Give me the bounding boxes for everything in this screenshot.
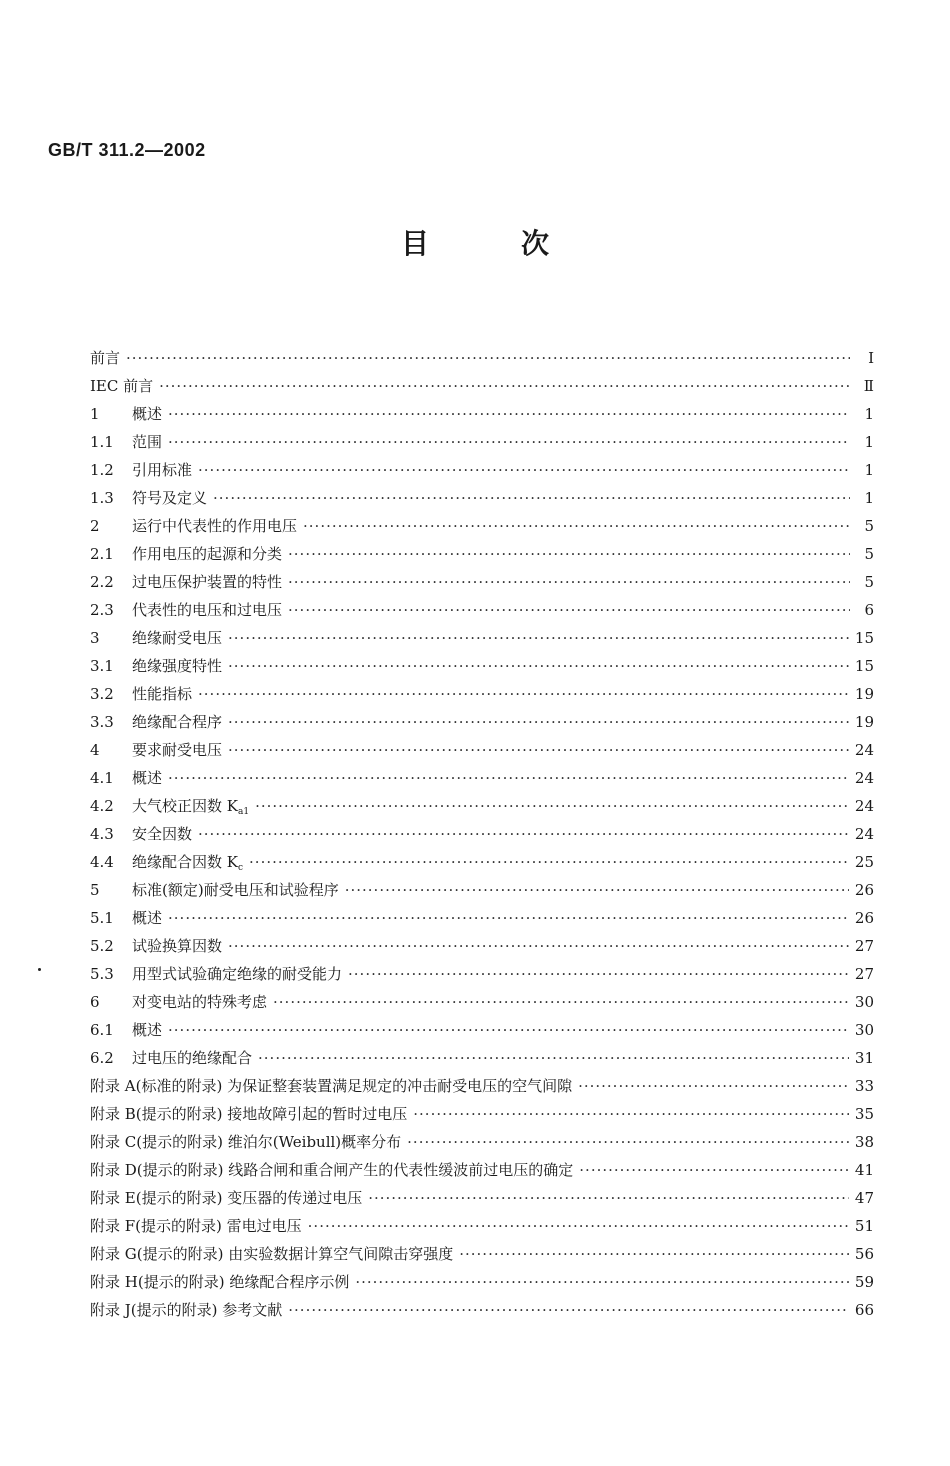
toc-entry-title — [90, 372, 153, 400]
toc-entry-text: 概述 — [132, 1021, 163, 1039]
toc-leader-dots — [168, 428, 850, 456]
toc-leader-dots — [228, 708, 849, 736]
toc-entry-title — [90, 1156, 573, 1184]
toc-leader-dots — [288, 540, 850, 568]
toc-entry[interactable] — [90, 1100, 874, 1128]
toc-entry[interactable] — [90, 960, 874, 988]
toc-entry-number: 2.1 — [90, 545, 114, 563]
toc-entry-number: 4.2 — [90, 797, 114, 815]
toc-entry-text: 运行中代表性的作用电压 — [132, 517, 298, 535]
toc-entry[interactable] — [90, 1212, 874, 1240]
toc-entry[interactable] — [90, 1184, 874, 1212]
toc-entry-page: 59 — [854, 1273, 874, 1291]
toc-entry-page: 26 — [854, 881, 874, 899]
table-of-contents — [90, 344, 874, 1324]
toc-entry-title — [90, 652, 222, 680]
toc-entry-number: 5.3 — [90, 965, 114, 983]
toc-entry[interactable] — [90, 988, 874, 1016]
toc-entry-text: 附录 D(提示的附录) 线路合闸和重合闸产生的代表性缓波前过电压的确定 — [90, 1161, 574, 1179]
toc-entry-page: 27 — [854, 937, 874, 955]
toc-entry-title — [90, 1296, 282, 1324]
toc-entry-page: 1 — [864, 433, 874, 451]
toc-leader-dots — [459, 1240, 849, 1268]
toc-entry-page: 6 — [864, 601, 874, 619]
toc-entry[interactable] — [90, 1296, 874, 1324]
toc-entry-number: 5 — [90, 881, 100, 899]
toc-entry[interactable] — [90, 680, 874, 708]
toc-leader-dots — [198, 820, 849, 848]
toc-entry[interactable] — [90, 568, 874, 596]
toc-entry-text: 过电压的绝缘配合 — [132, 1049, 253, 1067]
toc-entry[interactable] — [90, 876, 874, 904]
toc-entry-text: 概述 — [132, 405, 163, 423]
toc-leader-dots — [578, 1072, 849, 1100]
toc-entry-title — [90, 932, 222, 960]
toc-entry[interactable] — [90, 932, 874, 960]
toc-entry-title — [90, 680, 192, 708]
toc-entry[interactable] — [90, 1156, 874, 1184]
scan-speck — [38, 968, 41, 971]
toc-leader-dots — [303, 512, 850, 540]
toc-entry-text: 绝缘配合因数 K — [132, 853, 238, 871]
toc-entry-title — [90, 960, 342, 988]
toc-entry-number: 2 — [90, 517, 100, 535]
toc-entry-title — [90, 1100, 407, 1128]
toc-leader-dots — [258, 1044, 849, 1072]
toc-entry-page: 5 — [864, 545, 874, 563]
toc-leader-dots — [213, 484, 850, 512]
toc-entry-page: 24 — [854, 825, 874, 843]
toc-entry-title — [90, 988, 267, 1016]
toc-leader-dots — [407, 1128, 849, 1156]
toc-entry-number: 4 — [90, 741, 100, 759]
toc-entry-text: 附录 E(提示的附录) 变压器的传递过电压 — [90, 1189, 363, 1207]
toc-entry[interactable] — [90, 848, 874, 876]
toc-leader-dots — [345, 876, 849, 904]
toc-entry-number: 4.3 — [90, 825, 114, 843]
toc-entry-number: 3.2 — [90, 685, 114, 703]
toc-entry-text: 绝缘耐受电压 — [132, 629, 223, 647]
toc-leader-dots — [368, 1184, 849, 1212]
standard-code: GB/T 311.2—2002 — [48, 140, 206, 160]
toc-entry-title — [90, 736, 222, 764]
toc-entry-page: 5 — [864, 573, 874, 591]
toc-entry-text: 范围 — [132, 433, 163, 451]
toc-entry[interactable] — [90, 540, 874, 568]
toc-entry-title — [90, 540, 282, 568]
toc-entry-page: 19 — [854, 685, 874, 703]
toc-title — [0, 222, 950, 262]
toc-leader-dots — [168, 764, 849, 792]
toc-leader-dots — [288, 596, 850, 624]
toc-entry-page: 24 — [854, 741, 874, 759]
toc-entry-text: 前言 — [90, 349, 121, 367]
toc-entry[interactable] — [90, 456, 874, 484]
toc-title-char: 目 — [400, 227, 429, 260]
toc-leader-dots — [168, 1016, 849, 1044]
toc-entry[interactable] — [90, 820, 874, 848]
toc-entry[interactable] — [90, 652, 874, 680]
toc-entry[interactable] — [90, 484, 874, 512]
toc-entry-page: 30 — [854, 993, 874, 1011]
toc-entry-page: 1 — [864, 461, 874, 479]
toc-entry-title — [90, 344, 120, 372]
toc-leader-dots — [168, 904, 849, 932]
toc-entry-title — [90, 1212, 302, 1240]
toc-entry-page: 24 — [854, 797, 874, 815]
toc-leader-dots — [159, 372, 850, 400]
toc-entry-title — [90, 1268, 349, 1296]
toc-entry-title — [90, 1072, 572, 1100]
toc-leader-dots — [288, 568, 850, 596]
toc-leader-dots — [273, 988, 849, 1016]
toc-entry-text: 绝缘强度特性 — [132, 657, 223, 675]
toc-entry-text: 试验换算因数 — [132, 937, 223, 955]
toc-entry[interactable] — [90, 792, 874, 820]
toc-entry-number: 3.3 — [90, 713, 114, 731]
toc-entry[interactable] — [90, 372, 874, 400]
toc-entry-page: 25 — [854, 853, 874, 871]
toc-leader-dots — [579, 1156, 849, 1184]
toc-entry-title — [90, 400, 162, 428]
toc-entry-page: 31 — [854, 1049, 874, 1067]
toc-entry-number: 1.2 — [90, 461, 114, 479]
toc-entry-title — [90, 596, 282, 624]
toc-entry[interactable] — [90, 428, 874, 456]
toc-entry[interactable] — [90, 1128, 874, 1156]
toc-leader-dots — [413, 1100, 849, 1128]
toc-entry-page: 5 — [864, 517, 874, 535]
toc-entry-text: 附录 F(提示的附录) 雷电过电压 — [90, 1217, 302, 1235]
toc-entry-title — [90, 456, 192, 484]
toc-entry-text: 附录 B(提示的附录) 接地故障引起的暂时过电压 — [90, 1105, 408, 1123]
toc-entry-title — [90, 1184, 362, 1212]
toc-entry-number: 5.1 — [90, 909, 114, 927]
toc-leader-dots — [348, 960, 849, 988]
toc-leader-dots — [228, 932, 849, 960]
toc-entry[interactable] — [90, 596, 874, 624]
toc-entry-page: Ⅱ — [863, 377, 874, 395]
toc-leader-dots — [308, 1212, 849, 1240]
toc-entry-number: 2.3 — [90, 601, 114, 619]
toc-leader-dots — [198, 680, 849, 708]
toc-leader-dots — [228, 736, 849, 764]
toc-entry-number: 5.2 — [90, 937, 114, 955]
toc-entry-text: 符号及定义 — [132, 489, 208, 507]
toc-entry-number: 1 — [90, 405, 100, 423]
toc-entry[interactable] — [90, 1044, 874, 1072]
toc-entry[interactable] — [90, 1072, 874, 1100]
toc-entry[interactable] — [90, 1268, 874, 1296]
toc-leader-dots — [288, 1296, 849, 1324]
toc-entry-text: 作用电压的起源和分类 — [132, 545, 283, 563]
toc-entry-title — [90, 1044, 252, 1072]
toc-entry-page: 35 — [854, 1105, 874, 1123]
toc-entry-number: 3 — [90, 629, 100, 647]
toc-entry-title — [90, 512, 297, 540]
toc-entry-page: 66 — [854, 1301, 874, 1319]
toc-entry-page: 51 — [854, 1217, 874, 1235]
toc-entry[interactable] — [90, 1240, 874, 1268]
toc-entry-page: 24 — [854, 769, 874, 787]
toc-leader-dots — [355, 1268, 849, 1296]
toc-entry-title — [90, 904, 162, 932]
toc-entry-text: 要求耐受电压 — [132, 741, 223, 759]
toc-entry-title — [90, 820, 192, 848]
toc-entry-title — [90, 708, 222, 736]
toc-leader-dots — [228, 652, 849, 680]
toc-entry-text: 附录 H(提示的附录) 绝缘配合程序示例 — [90, 1273, 350, 1291]
toc-entry[interactable] — [90, 344, 874, 372]
toc-entry-number: 4.4 — [90, 853, 114, 871]
toc-entry-page: 56 — [854, 1245, 874, 1263]
toc-entry[interactable] — [90, 624, 874, 652]
toc-title-char: 次 — [521, 227, 550, 260]
toc-entry-number: 6.1 — [90, 1021, 114, 1039]
toc-entry-text: 绝缘配合程序 — [132, 713, 223, 731]
toc-entry[interactable] — [90, 1016, 874, 1044]
toc-entry[interactable] — [90, 400, 874, 428]
toc-entry-page: 30 — [854, 1021, 874, 1039]
toc-entry-text: 代表性的电压和过电压 — [132, 601, 283, 619]
toc-entry[interactable] — [90, 708, 874, 736]
toc-entry-title — [90, 484, 207, 512]
toc-entry-text: 用型式试验确定绝缘的耐受能力 — [132, 965, 343, 983]
toc-entry-page: 47 — [854, 1189, 874, 1207]
toc-entry-text: 附录 A(标准的附录) 为保证整套装置满足规定的冲击耐受电压的空气间隙 — [90, 1077, 573, 1095]
toc-entry-number: 1.1 — [90, 433, 114, 451]
toc-entry-page: 15 — [854, 629, 874, 647]
toc-leader-dots — [126, 344, 850, 372]
toc-entry-text: 概述 — [132, 769, 163, 787]
toc-entry-page: 41 — [854, 1161, 874, 1179]
toc-entry-text: 附录 G(提示的附录) 由实验数据计算空气间隙击穿强度 — [90, 1245, 454, 1263]
toc-entry-page: 26 — [854, 909, 874, 927]
toc-entry-text: 引用标准 — [132, 461, 193, 479]
toc-entry[interactable] — [90, 512, 874, 540]
toc-entry-title — [90, 1128, 401, 1156]
toc-entry-text: 大气校正因数 K — [132, 797, 238, 815]
toc-entry-title — [90, 624, 222, 652]
toc-entry-text: 概述 — [132, 909, 163, 927]
toc-entry-page: 15 — [854, 657, 874, 675]
toc-entry[interactable] — [90, 736, 874, 764]
toc-entry-text: 性能指标 — [132, 685, 193, 703]
toc-leader-dots — [198, 456, 850, 484]
toc-entry-page: 1 — [864, 489, 874, 507]
toc-entry[interactable] — [90, 764, 874, 792]
toc-entry-page: 38 — [854, 1133, 874, 1151]
toc-entry-text: 标准(额定)耐受电压和试验程序 — [132, 881, 339, 899]
toc-entry-text: 过电压保护装置的特性 — [132, 573, 283, 591]
toc-entry-number: 4.1 — [90, 769, 114, 787]
toc-entry-title — [90, 1240, 453, 1268]
toc-entry-text: 附录 C(提示的附录) 维泊尔(Weibull)概率分布 — [90, 1133, 402, 1151]
toc-entry-text: IEC 前言 — [90, 377, 154, 395]
toc-entry-page: 19 — [854, 713, 874, 731]
toc-entry-text: 安全因数 — [132, 825, 193, 843]
toc-entry[interactable] — [90, 904, 874, 932]
toc-entry-subscript: a1 — [237, 807, 250, 817]
toc-leader-dots — [168, 400, 850, 428]
toc-entry-text: 附录 J(提示的附录) 参考文献 — [90, 1301, 283, 1319]
toc-entry-title — [90, 1016, 162, 1044]
toc-leader-dots — [255, 792, 849, 820]
toc-entry-title — [90, 764, 162, 792]
toc-entry-number: 2.2 — [90, 573, 114, 591]
toc-entry-page: Ⅰ — [868, 349, 874, 367]
toc-entry-text: 对变电站的特殊考虑 — [132, 993, 268, 1011]
toc-entry-title — [90, 428, 162, 456]
toc-entry-number: 3.1 — [90, 657, 114, 675]
toc-entry-number: 6 — [90, 993, 100, 1011]
toc-entry-number: 6.2 — [90, 1049, 114, 1067]
toc-entry-subscript: c — [237, 863, 244, 873]
toc-entry-title — [90, 876, 339, 904]
toc-entry-title — [90, 568, 282, 596]
toc-entry-page: 27 — [854, 965, 874, 983]
toc-leader-dots — [249, 848, 849, 876]
toc-entry-page: 1 — [864, 405, 874, 423]
toc-leader-dots — [228, 624, 849, 652]
toc-entry-number: 1.3 — [90, 489, 114, 507]
toc-entry-page: 33 — [854, 1077, 874, 1095]
